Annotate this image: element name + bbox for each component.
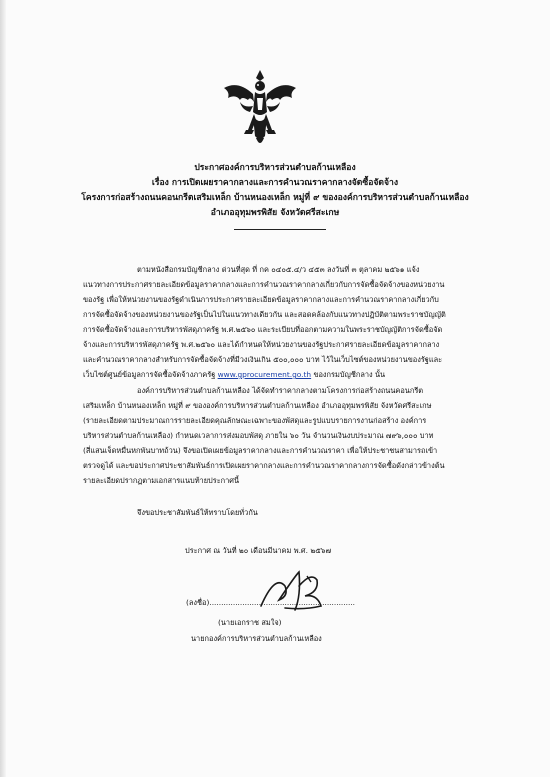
- p1-line: การจัดซื้อจัดจ้างและการบริหารพัสดุภาครัฐ พ.ศ.๒๕๖๐ และระเบียบที่ออกตามความในพระราชบัญญัติการจัดซื้อจัด: [83, 325, 443, 334]
- announcement-date: ประกาศ ณ วันที่ ๒๐ เดือนมีนาคม พ.ศ. ๒๕๖๗: [185, 546, 332, 555]
- signature-line: (ลงชื่อ)..............................................................: [186, 598, 356, 607]
- project-title-line: โครงการก่อสร้างถนนคอนกรีตเสริมเหล็ก บ้านหนองเหล็ก หมู่ที่ ๙ ขององค์การบริหารส่วนตำบลก้านเหลือง: [81, 193, 469, 203]
- announcement-header-line1: ประกาศองค์การบริหารส่วนตำบลก้านเหลือง: [194, 163, 356, 173]
- p2-line: เสริมเหล็ก บ้านหนองเหล็ก หมู่ที่ ๙ ขององค์การบริหารส่วนตำบลก้านเหลือง อำเภออุทุมพรพิสัย จังหวัดศรีสะเกษ: [83, 401, 432, 410]
- p2-line: องค์การบริหารส่วนตำบลก้านเหลือง ได้จัดทำราคากลางตามโครงการก่อสร้างถนนคอนกรีต: [137, 386, 424, 395]
- signer-position: นายกองค์การบริหารส่วนตำบลก้านเหลือง: [191, 634, 322, 643]
- p1-last-prefix: เว็บไซต์ศูนย์ข้อมูลการจัดซื้อจัดจ้างภาครัฐ: [83, 370, 218, 379]
- p2-line: (สี่แสนเจ็ดหมื่นหกพันบาทถ้วน) จึงขอเปิดเผยข้อมูลราคากลางและการคำนวณราคา เพื่อให้ประชาชนสามารถเข้า: [83, 446, 438, 455]
- p2-line: บริหารส่วนตำบลก้านเหลือง) กำหนดเวลาการส่งมอบพัสดุ ภายใน ๖๐ วัน จำนวนเงินงบประมาณ ๗๙๖,๐๐๐ บาท: [83, 431, 434, 440]
- announcement-subject-line: เรื่อง การเปิดเผยราคากลางและการคำนวณราคากลางจัดซื้อจัดจ้าง: [151, 178, 399, 188]
- p1-last-suffix: ของกรมบัญชีกลาง นั้น: [311, 370, 386, 379]
- scan-edge-shadow: [0, 0, 6, 777]
- p1-line: ตามหนังสือกรมบัญชีกลาง ด่วนที่สุด ที่ กค ๐๔๐๕.๔/ว ๔๕๓ ลงวันที่ ๓ ตุลาคม ๒๕๖๑ แจ้ง: [137, 265, 420, 274]
- p1-line: ของรัฐ เพื่อให้หน่วยงานของรัฐดำเนินการประกาศรายละเอียดข้อมูลราคากลางและการคำนวณราคากลางเกี่ยวกับ: [83, 295, 439, 304]
- signer-name: (นายเอกราช สมใจ): [218, 618, 282, 627]
- header-divider: [234, 229, 326, 230]
- p2-line: รายละเอียดปรากฏตามเอกสารแนบท้ายประกาศนี้: [83, 476, 240, 485]
- closing-statement: จึงขอประชาสัมพันธ์ให้ทราบโดยทั่วกัน: [137, 508, 258, 517]
- garuda-emblem-icon: [220, 66, 300, 148]
- district-province-line: อำเภออุทุมพรพิสัย จังหวัดศรีสะเกษ: [210, 208, 340, 218]
- p2-line: ตรวจดูได้ และขอประกาศประชาสัมพันธ์การเปิดเผยราคากลางและการคำนวณราคากลางการจัดซื้อดังกล่าวข้างต้น: [83, 461, 445, 470]
- p1-line: และคำนวณราคากลางสำหรับการจัดซื้อจัดจ้างที่มีวงเงินเกิน ๕๐๐,๐๐๐ บาท ไว้ในเว็บไซต์ของหน่วยงานของรัฐและ: [83, 355, 443, 364]
- p1-line: จ้างและการบริหารพัสดุภาครัฐ พ.ศ.๒๕๖๐ และได้กำหนดให้หน่วยงานของรัฐประกาศรายละเอียดข้อมูลราคากลาง: [83, 340, 440, 349]
- p2-line: (รายละเอียดตามประมาณการรายละเอียดคุณลักษณะเฉพาะของพัสดุและรูปแบบรายการงานก่อสร้าง องค์การ: [83, 416, 427, 425]
- p1-line: การจัดซื้อจัดจ้างของหน่วยงานของรัฐเป็นไปในแนวทางเดียวกัน และสอดคล้องกับแนวทางปฏิบัติตามพระราชบัญญัติ: [83, 310, 446, 319]
- p1-line: แนวทางการประกาศรายละเอียดข้อมูลราคากลางและการคำนวณราคากลางเกี่ยวกับการจัดซื้อจัดจ้างของหน่วยงาน: [83, 280, 445, 289]
- gprocurement-link[interactable]: www.gprocurement.go.th: [217, 370, 312, 379]
- p1-last-line: [83, 369, 385, 381]
